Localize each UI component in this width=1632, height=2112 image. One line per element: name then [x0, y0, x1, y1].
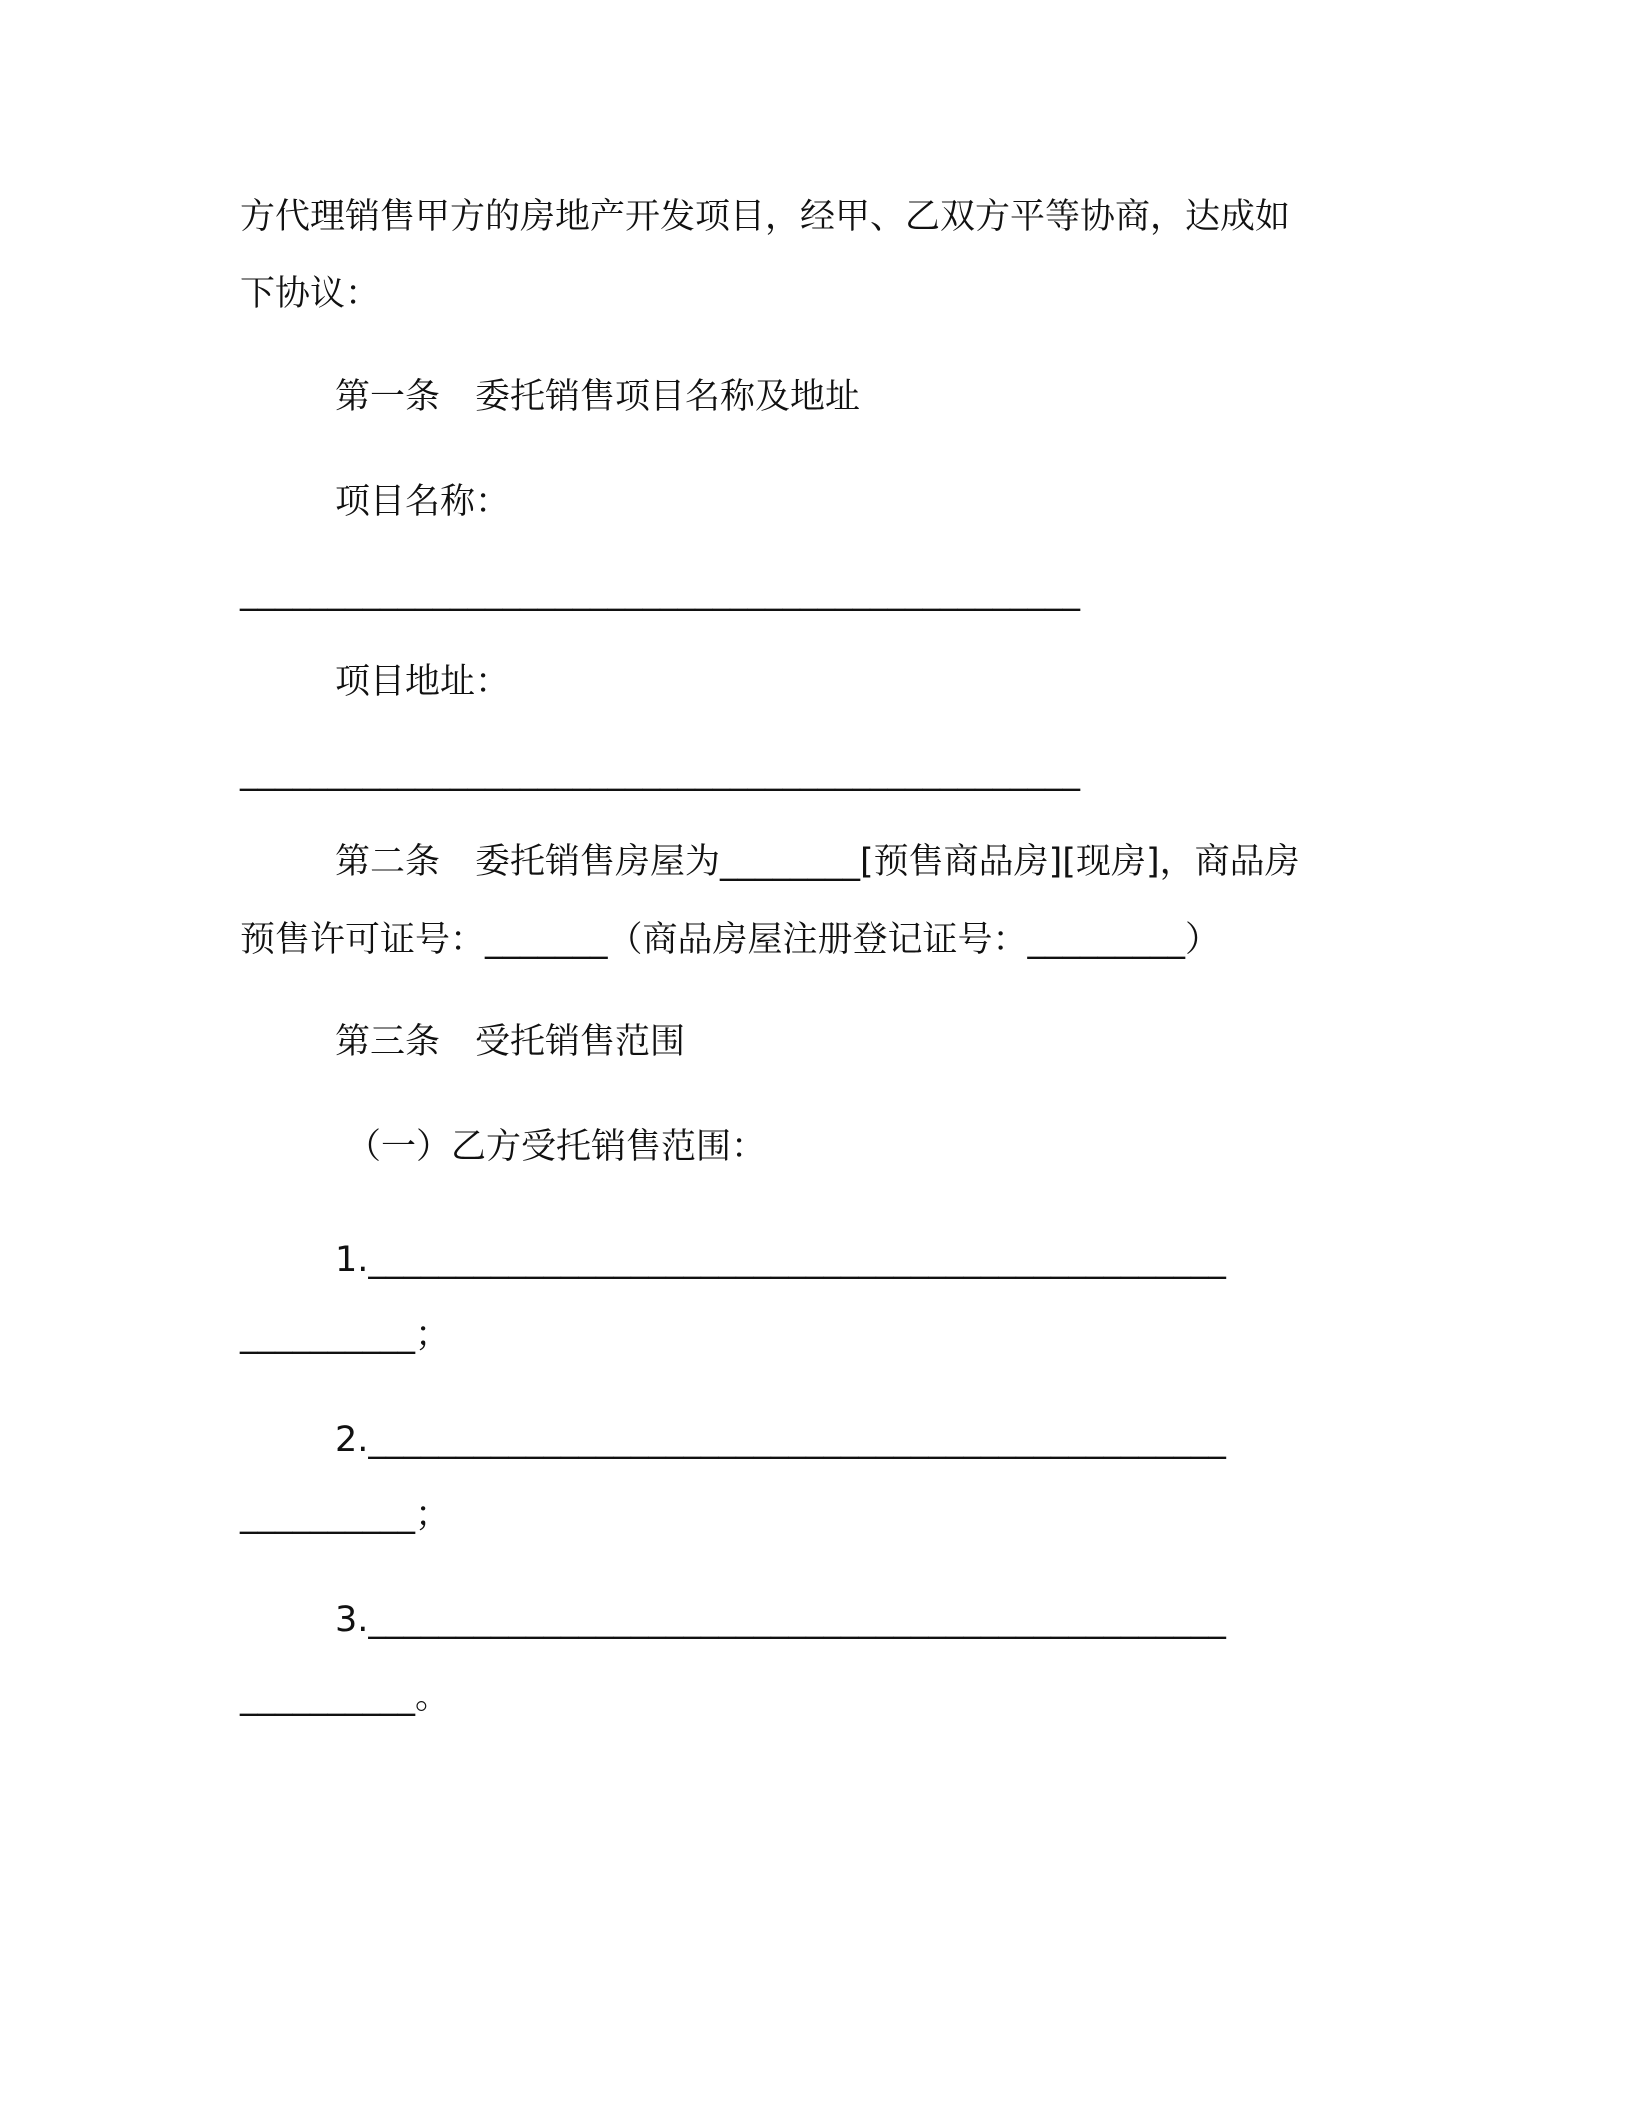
- article-3-title: 第三条 受托销售范围: [335, 1022, 686, 1062]
- item-2-line-1: 2._________________________________________________: [335, 1420, 1226, 1460]
- article-2-line-1: 第二条 委托销售房屋为________[预售商品房][现房]，商品房: [335, 842, 1300, 882]
- project-address-blank: ________________________________________________: [240, 752, 1080, 792]
- intro-line-2: 下协议：: [240, 274, 381, 314]
- item-3-line-1: 3._________________________________________________: [335, 1600, 1226, 1640]
- intro-line-1: 方代理销售甲方的房地产开发项目，经甲、乙双方平等协商，达成如: [240, 197, 1291, 237]
- project-name-blank: ________________________________________________: [240, 572, 1080, 612]
- item-1-line-2: __________；: [240, 1315, 451, 1355]
- scope-heading: （一）乙方受托销售范围：: [346, 1127, 767, 1167]
- article-2-line-2: 预售许可证号：_______（商品房屋注册登记证号：_________）: [240, 920, 1221, 960]
- item-1-line-1: 1._________________________________________________: [335, 1240, 1226, 1280]
- item-3-line-2: __________。: [240, 1677, 451, 1717]
- item-2-line-2: __________；: [240, 1495, 451, 1535]
- project-name-label: 项目名称：: [335, 482, 511, 522]
- project-address-label: 项目地址：: [335, 662, 511, 702]
- article-1-title: 第一条 委托销售项目名称及地址: [335, 377, 861, 417]
